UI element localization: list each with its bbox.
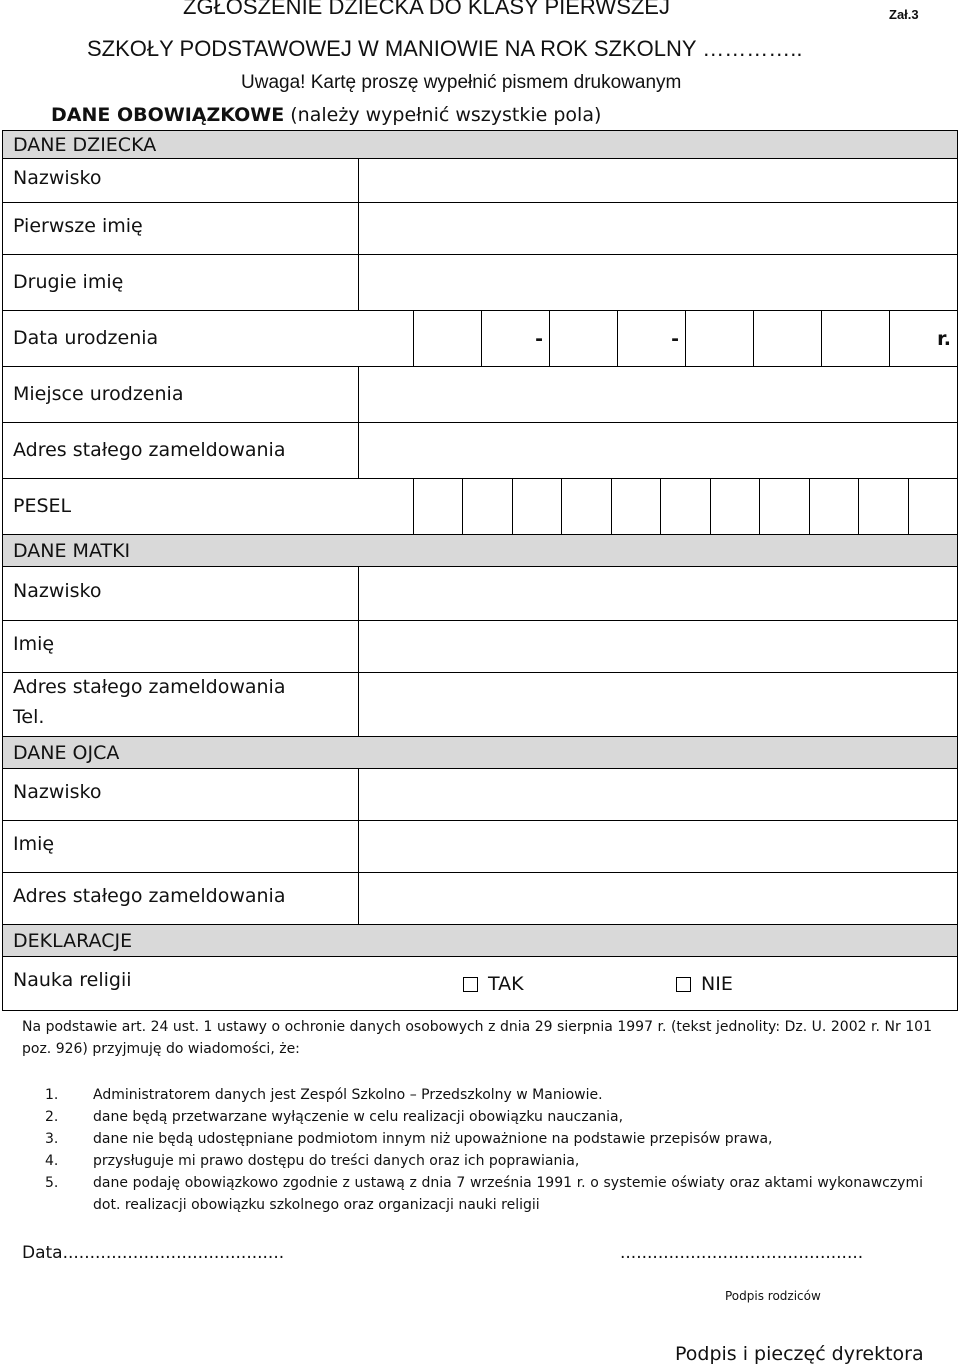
father-name-row: [2, 820, 958, 873]
list-item-text: Administratorem danych jest Zespól Szkolno – Przedszkolny w Maniowie.: [93, 1087, 603, 1103]
list-item: [45, 1150, 923, 1172]
child-birth-place-field[interactable]: [358, 367, 957, 422]
list-item-text: dane będą przetwarzane wyłączenie w celu realizacji obowiązku nauczania,: [93, 1109, 624, 1125]
father-address-row: [2, 872, 958, 925]
list-item-number: 5.: [45, 1175, 59, 1191]
father-name-field[interactable]: [358, 821, 957, 872]
child-second-name-field[interactable]: [358, 255, 957, 310]
mandatory-note: [51, 104, 601, 126]
father-address-field[interactable]: [358, 873, 957, 924]
mother-surname-label: Nazwisko: [13, 580, 102, 602]
pesel-digit-6[interactable]: [660, 479, 709, 534]
pesel-digit-9[interactable]: [809, 479, 858, 534]
list-item-text: dane podaję obowiązkowo zgodnie z ustawą z dnia 7 września 1991 r. o systemie oświaty oraz aktami wykonawczymi dot. realizacji obowiązku szkolnego oraz organizacji nauki religii: [93, 1175, 923, 1213]
religion-yes-label: TAK: [488, 973, 524, 995]
birth-date-separator: -: [671, 327, 679, 350]
mother-surname-row: [2, 566, 958, 621]
child-address-row: [2, 422, 958, 479]
pesel-digit-8[interactable]: [759, 479, 808, 534]
list-item-number: 2.: [45, 1109, 59, 1125]
list-item: [45, 1172, 923, 1216]
section-father: [2, 736, 958, 769]
pesel-digit-4[interactable]: [561, 479, 610, 534]
religion-yes-option[interactable]: [463, 973, 524, 995]
birth-month-2[interactable]: [617, 311, 685, 366]
pesel-digit-5[interactable]: [611, 479, 660, 534]
pesel-cells: [413, 479, 957, 534]
director-signature-label: Podpis i pieczęć dyrektora: [675, 1343, 924, 1365]
religion-label: Nauka religii: [13, 969, 132, 991]
birth-year-2[interactable]: [753, 311, 821, 366]
child-address-field[interactable]: [358, 423, 957, 478]
section-child-title: DANE DZIECKA: [13, 133, 157, 156]
pesel-digit-10[interactable]: [858, 479, 907, 534]
section-declarations: [2, 924, 958, 957]
religion-no-label: NIE: [701, 973, 733, 995]
list-item-number: 1.: [45, 1087, 59, 1103]
father-name-label: Imię: [13, 833, 55, 855]
father-surname-row: [2, 768, 958, 821]
mother-name-label: Imię: [13, 633, 55, 655]
mother-address-label: Adres stałego zameldowania: [13, 676, 286, 698]
section-child: [2, 130, 958, 159]
child-birth-date-label: Data urodzenia: [13, 327, 159, 349]
religion-row: [2, 956, 958, 1011]
section-father-title: DANE OJCA: [13, 741, 120, 764]
birth-date-cells: [413, 311, 957, 366]
child-birth-date-row: [2, 310, 958, 367]
child-first-name-field[interactable]: [358, 203, 957, 254]
pesel-digit-1[interactable]: [413, 479, 462, 534]
fill-notice: Uwaga! Kartę proszę wypełnić pismem drukowanym: [241, 72, 682, 93]
child-pesel-row: [2, 478, 958, 535]
birth-year-4[interactable]: [889, 311, 957, 366]
birth-year-suffix: r.: [937, 327, 951, 350]
pesel-digit-7[interactable]: [710, 479, 759, 534]
child-birth-place-label: Miejsce urodzenia: [13, 383, 184, 405]
parent-signature-line[interactable]: .............................................: [620, 1243, 864, 1263]
gdpr-list: [45, 1084, 923, 1216]
child-surname-label: Nazwisko: [13, 167, 102, 189]
father-surname-field[interactable]: [358, 769, 957, 820]
list-item: [45, 1106, 923, 1128]
child-pesel-label: PESEL: [13, 495, 72, 517]
parent-signature-label: Podpis rodziców: [725, 1289, 821, 1303]
checkbox-yes[interactable]: [463, 977, 478, 992]
section-declarations-title: DEKLARACJE: [13, 929, 133, 952]
child-birth-place-row: [2, 366, 958, 423]
list-item: [45, 1084, 923, 1106]
birth-year-3[interactable]: [821, 311, 889, 366]
gdpr-intro: Na podstawie art. 24 ust. 1 ustawy o ochronie danych osobowych z dnia 29 sierpnia 1997 r. (tekst jednolity: Dz. U. 2002 r. Nr 101 poz. 926) przyjmuję do wiadomości, że:: [22, 1019, 932, 1057]
list-item: [45, 1128, 923, 1150]
date-line[interactable]: Data.........................................: [22, 1243, 285, 1263]
child-address-label: Adres stałego zameldowania: [13, 439, 286, 461]
birth-year-1[interactable]: [685, 311, 753, 366]
birth-date-separator: -: [535, 327, 543, 350]
section-mother: [2, 534, 958, 567]
checkbox-no[interactable]: [676, 977, 691, 992]
mother-address-phone-row: [2, 672, 958, 737]
child-second-name-row: [2, 254, 958, 311]
attachment-label: Zał.3: [889, 7, 919, 22]
father-address-label: Adres stałego zameldowania: [13, 885, 286, 907]
form-title-line1: ZGŁOSZENIE DZIECKA DO KLASY PIERWSZEJ: [183, 0, 670, 19]
religion-no-option[interactable]: [676, 973, 733, 995]
section-mother-title: DANE MATKI: [13, 539, 131, 562]
child-second-name-label: Drugie imię: [13, 271, 124, 293]
mother-address-phone-field[interactable]: [358, 673, 957, 736]
child-surname-field[interactable]: [358, 159, 957, 202]
birth-month-1[interactable]: [549, 311, 617, 366]
mother-name-row: [2, 620, 958, 673]
form-title-line2: SZKOŁY PODSTAWOWEJ W MANIOWIE NA ROK SZKOLNY …………..: [87, 36, 803, 61]
child-surname-row: [2, 158, 958, 203]
child-first-name-row: [2, 202, 958, 255]
mandatory-note-bold: DANE OBOWIĄZKOWE: [51, 104, 285, 126]
birth-day-1[interactable]: [413, 311, 481, 366]
mother-name-field[interactable]: [358, 621, 957, 672]
list-item-text: dane nie będą udostępniane podmiotom innym niż upoważnione na podstawie przepisów prawa,: [93, 1131, 773, 1147]
father-surname-label: Nazwisko: [13, 781, 102, 803]
pesel-digit-11[interactable]: [908, 479, 957, 534]
pesel-digit-2[interactable]: [462, 479, 511, 534]
list-item-number: 4.: [45, 1153, 59, 1169]
mother-phone-label: Tel.: [13, 706, 45, 728]
birth-day-2[interactable]: [481, 311, 549, 366]
child-first-name-label: Pierwsze imię: [13, 215, 143, 237]
pesel-digit-3[interactable]: [512, 479, 561, 534]
list-item-text: przysługuje mi prawo dostępu do treści danych oraz ich poprawiania,: [93, 1153, 580, 1169]
mandatory-note-rest: (należy wypełnić wszystkie pola): [284, 104, 602, 126]
list-item-number: 3.: [45, 1131, 59, 1147]
mother-surname-field[interactable]: [358, 567, 957, 620]
